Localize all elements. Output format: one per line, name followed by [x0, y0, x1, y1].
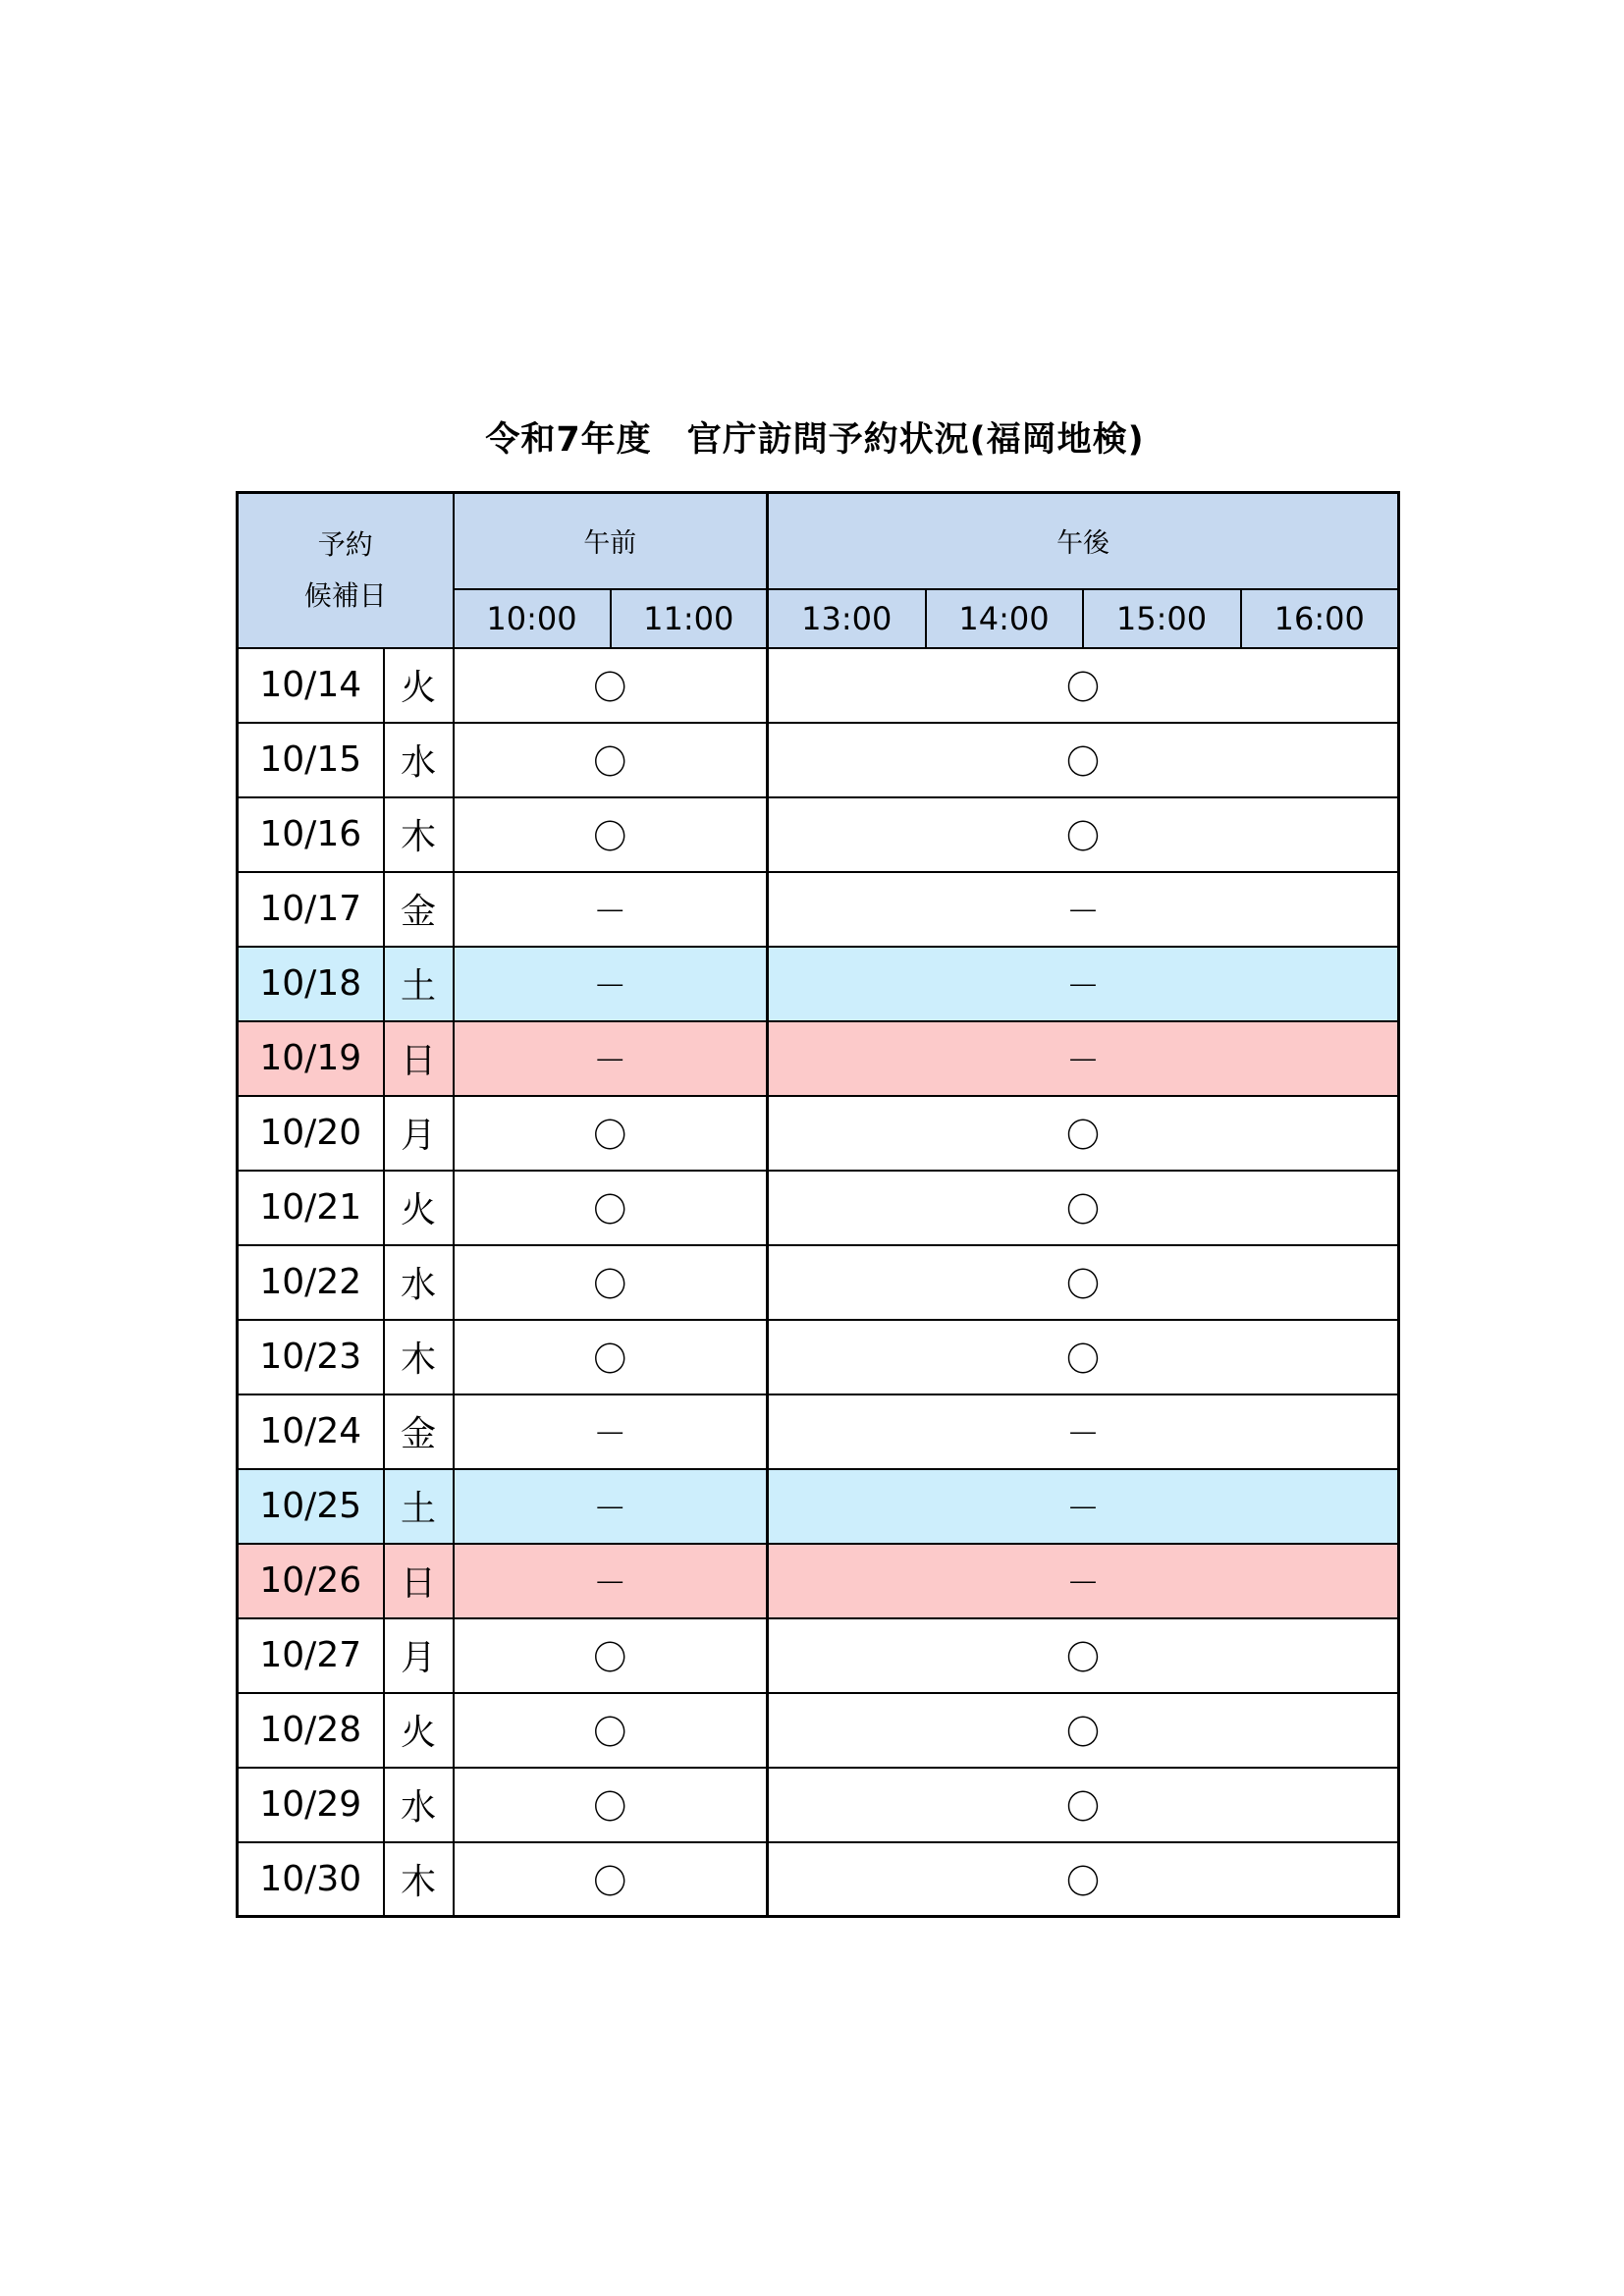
pm-status-cell: － [768, 1544, 1399, 1618]
pm-status-cell: 〇 [768, 1096, 1399, 1171]
day-of-week-cell: 水 [384, 1768, 454, 1842]
day-of-week-cell: 金 [384, 1394, 454, 1469]
am-status-cell: － [454, 1394, 768, 1469]
date-cell: 10/25 [238, 1469, 384, 1544]
date-cell: 10/20 [238, 1096, 384, 1171]
table-row [238, 1469, 1399, 1544]
time-header-1000: 10:00 [454, 589, 611, 648]
am-status-cell: － [454, 1544, 768, 1618]
am-status-cell: 〇 [454, 1693, 768, 1768]
table-row [238, 1320, 1399, 1394]
time-header-1300: 13:00 [768, 589, 926, 648]
reservation-table [236, 491, 1400, 1918]
am-status-cell: 〇 [454, 1096, 768, 1171]
candidate-date-header-line1: 予約 [317, 527, 373, 561]
pm-status-cell: 〇 [768, 1171, 1399, 1245]
am-status-cell: － [454, 1469, 768, 1544]
table-row [238, 1842, 1399, 1917]
am-status-cell: 〇 [454, 797, 768, 872]
date-cell: 10/15 [238, 723, 384, 797]
am-status-cell: 〇 [454, 1171, 768, 1245]
table-row [238, 648, 1399, 723]
date-cell: 10/29 [238, 1768, 384, 1842]
day-of-week-cell: 木 [384, 1320, 454, 1394]
pm-status-cell: 〇 [768, 723, 1399, 797]
table-row [238, 1544, 1399, 1618]
table-row [238, 1096, 1399, 1171]
table-body [238, 648, 1399, 1917]
table-row [238, 1394, 1399, 1469]
pm-status-cell: 〇 [768, 1618, 1399, 1693]
date-cell: 10/19 [238, 1021, 384, 1096]
day-of-week-cell: 土 [384, 1469, 454, 1544]
pm-status-cell: － [768, 1021, 1399, 1096]
am-status-cell: 〇 [454, 1618, 768, 1693]
pm-status-cell: 〇 [768, 1768, 1399, 1842]
time-header-1500: 15:00 [1083, 589, 1241, 648]
date-cell: 10/28 [238, 1693, 384, 1768]
pm-status-cell: － [768, 947, 1399, 1021]
am-status-cell: 〇 [454, 1245, 768, 1320]
date-cell: 10/27 [238, 1618, 384, 1693]
am-status-cell: － [454, 947, 768, 1021]
date-cell: 10/24 [238, 1394, 384, 1469]
table-row [238, 1171, 1399, 1245]
page-title: 令和7年度 官庁訪問予約状況(福岡地検) [485, 420, 1145, 460]
candidate-date-header-line2: 候補日 [303, 578, 387, 612]
candidate-date-header [238, 493, 454, 648]
pm-status-cell: － [768, 1394, 1399, 1469]
day-of-week-cell: 水 [384, 1245, 454, 1320]
pm-status-cell: － [768, 1469, 1399, 1544]
table-row [238, 723, 1399, 797]
date-cell: 10/30 [238, 1842, 384, 1917]
time-header-1400: 14:00 [926, 589, 1083, 648]
date-cell: 10/17 [238, 872, 384, 947]
am-status-cell: 〇 [454, 1768, 768, 1842]
time-header-1100: 11:00 [611, 589, 768, 648]
day-of-week-cell: 火 [384, 1171, 454, 1245]
date-cell: 10/14 [238, 648, 384, 723]
date-cell: 10/23 [238, 1320, 384, 1394]
day-of-week-cell: 月 [384, 1096, 454, 1171]
date-cell: 10/16 [238, 797, 384, 872]
date-cell: 10/22 [238, 1245, 384, 1320]
am-header: 午前 [454, 493, 768, 589]
day-of-week-cell: 日 [384, 1021, 454, 1096]
am-status-cell: 〇 [454, 1320, 768, 1394]
pm-status-cell: 〇 [768, 1320, 1399, 1394]
am-status-cell: 〇 [454, 1842, 768, 1917]
table-row [238, 872, 1399, 947]
day-of-week-cell: 月 [384, 1618, 454, 1693]
date-cell: 10/21 [238, 1171, 384, 1245]
date-cell: 10/26 [238, 1544, 384, 1618]
day-of-week-cell: 水 [384, 723, 454, 797]
table-row [238, 797, 1399, 872]
day-of-week-cell: 金 [384, 872, 454, 947]
time-header-1600: 16:00 [1241, 589, 1399, 648]
am-status-cell: 〇 [454, 723, 768, 797]
table-row [238, 1693, 1399, 1768]
table-row [238, 1245, 1399, 1320]
am-status-cell: － [454, 1021, 768, 1096]
table-row [238, 1618, 1399, 1693]
pm-status-cell: 〇 [768, 648, 1399, 723]
table-row [238, 1021, 1399, 1096]
date-cell: 10/18 [238, 947, 384, 1021]
pm-status-cell: 〇 [768, 1693, 1399, 1768]
day-of-week-cell: 木 [384, 1842, 454, 1917]
day-of-week-cell: 火 [384, 1693, 454, 1768]
table-row [238, 1768, 1399, 1842]
day-of-week-cell: 土 [384, 947, 454, 1021]
pm-status-cell: － [768, 872, 1399, 947]
pm-status-cell: 〇 [768, 1245, 1399, 1320]
table-row [238, 947, 1399, 1021]
day-of-week-cell: 日 [384, 1544, 454, 1618]
day-of-week-cell: 木 [384, 797, 454, 872]
pm-status-cell: 〇 [768, 797, 1399, 872]
day-of-week-cell: 火 [384, 648, 454, 723]
pm-status-cell: 〇 [768, 1842, 1399, 1917]
am-status-cell: － [454, 872, 768, 947]
am-status-cell: 〇 [454, 648, 768, 723]
pm-header: 午後 [768, 493, 1399, 589]
